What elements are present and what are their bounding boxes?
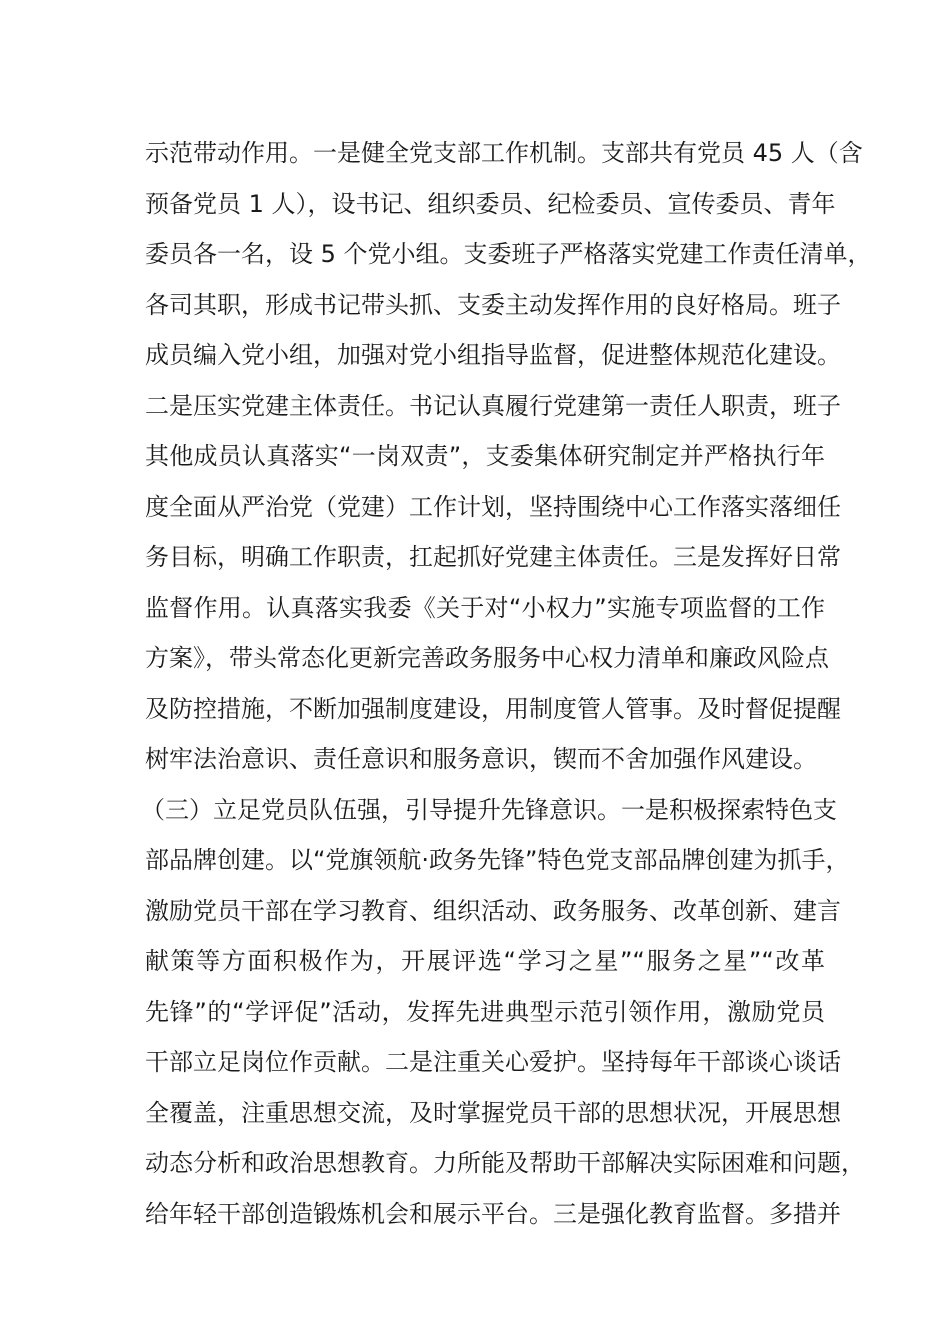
text-line: 动态分析和政治思想教育。力所能及帮助干部解决实际困难和问题， — [145, 1149, 865, 1177]
text-line: 给年轻干部创造锻炼机会和展示平台。三是强化教育监督。多措并 — [145, 1199, 841, 1228]
text-line: 激励党员干部在学习教育、组织活动、政务服务、改革创新、建言 — [145, 896, 841, 925]
text-line: 预备党员 1 人），设书记、组织委员、纪检委员、宣传委员、青年 — [145, 189, 836, 218]
text-line: 先锋”的“学评促”活动，发挥先进典型示范引领作用，激励党员 — [145, 997, 825, 1026]
text-line: 务目标，明确工作职责，扛起抓好党建主体责任。三是发挥好日常 — [145, 543, 841, 571]
text-line: 全覆盖，注重思想交流，及时掌握党员干部的思想状况，开展思想 — [145, 1098, 841, 1127]
text-line: 成员编入党小组，加强对党小组指导监督，促进整体规范化建设。 — [145, 341, 841, 369]
text-line: 部品牌创建。以“党旗领航·政务先锋”特色党支部品牌创建为抓手， — [145, 846, 850, 874]
text-line: 度全面从严治党（党建）工作计划，坚持围绕中心工作落实落细任 — [145, 492, 841, 521]
text-line: 方案》，带头常态化更新完善政务服务中心权力清单和廉政风险点 — [145, 644, 829, 672]
body-text — [141, 128, 872, 1239]
section-heading-line: （三）立足党员队伍强，引导提升先锋意识。一是积极探索特色支 — [141, 795, 837, 824]
text-line: 及防控措施，不断加强制度建设，用制度管人管事。及时督促提醒 — [145, 694, 841, 723]
text-line: 干部立足岗位作贡献。二是注重关心爱护。坚持每年干部谈心谈话 — [145, 1048, 841, 1076]
text-line: 委员各一名，设 5 个党小组。支委班子严格落实党建工作责任清单， — [145, 240, 872, 268]
text-line: 二是压实党建主体责任。书记认真履行党建第一责任人职责，班子 — [145, 391, 841, 420]
text-line: 监督作用。认真落实我委《关于对“小权力”实施专项监督的工作 — [145, 593, 825, 622]
text-line: 各司其职，形成书记带头抓、支委主动发挥作用的良好格局。班子 — [145, 290, 841, 319]
text-line: 树牢法治意识、责任意识和服务意识，锲而不舍加强作风建设。 — [145, 745, 817, 773]
text-line: 其他成员认真落实“一岗双责”，支委集体研究制定并严格执行年 — [145, 442, 825, 470]
text-line: 献策等方面积极作为，开展评选“学习之星”“服务之星”“改革 — [145, 947, 825, 975]
text-line: 示范带动作用。一是健全党支部工作机制。支部共有党员 45 人（含 — [145, 139, 863, 167]
